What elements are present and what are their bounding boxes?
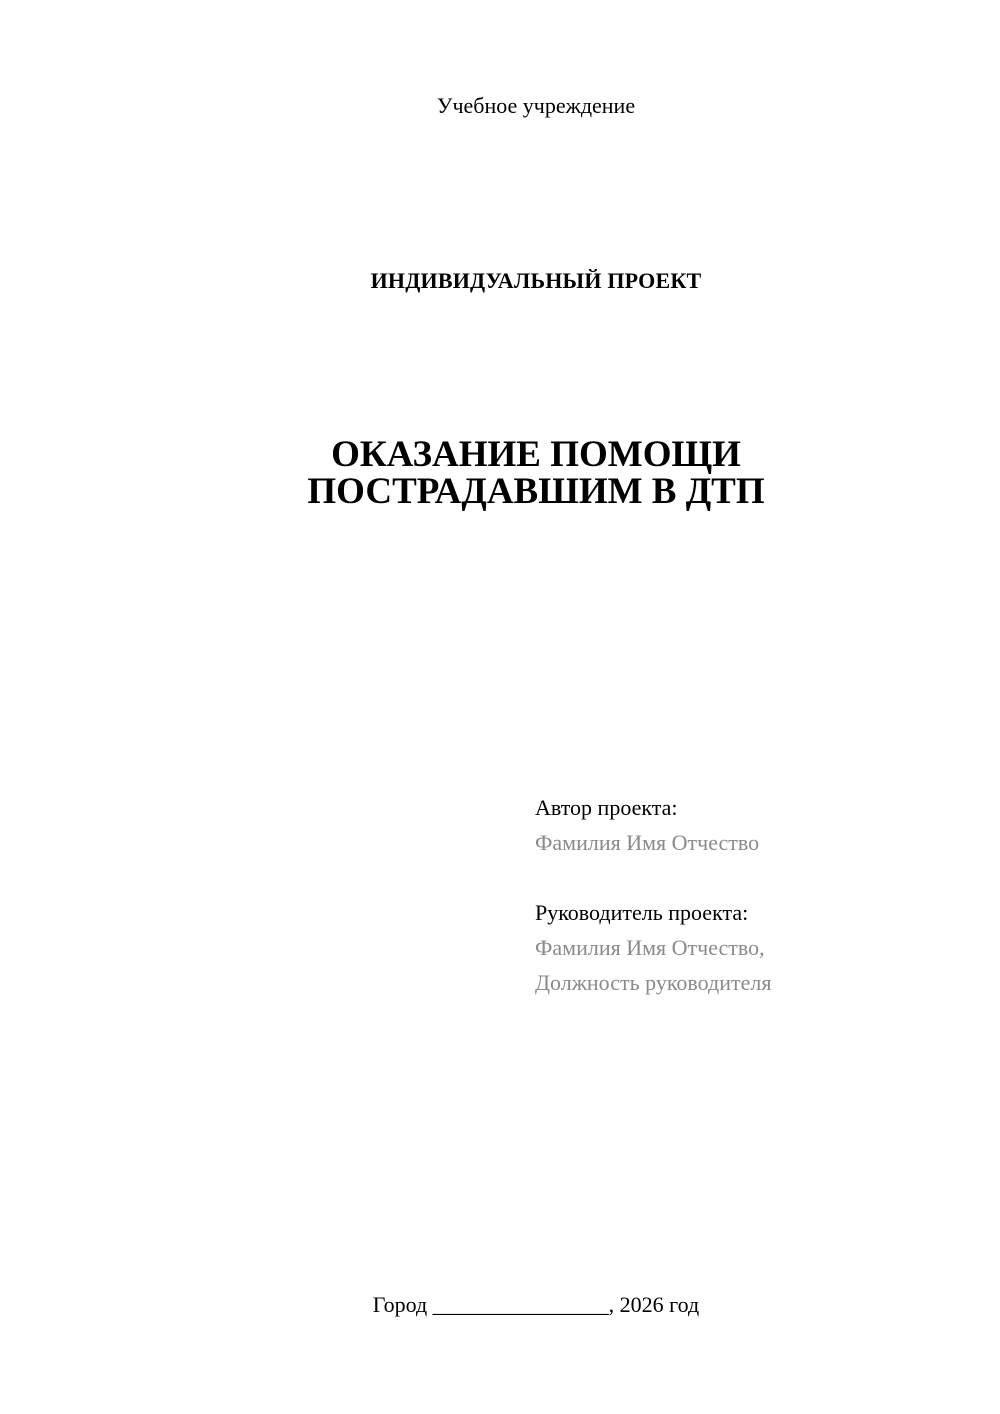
author-name: Фамилия Имя Отчество bbox=[535, 830, 760, 855]
supervisor-position: Должность руководителя bbox=[535, 970, 772, 995]
spacer bbox=[535, 860, 965, 895]
institution-name: Учебное учреждение bbox=[436, 93, 636, 118]
supervisor-label: Руководитель проекта: bbox=[535, 900, 749, 925]
project-title-line-2: ПОСТРАДАВШИМ В ДТП bbox=[307, 471, 765, 512]
author-label: Автор проекта: bbox=[535, 795, 678, 820]
project-title bbox=[0, 436, 1000, 510]
project-title-line-1: ОКАЗАНИЕ ПОМОЩИ bbox=[331, 434, 741, 475]
city-year-line: Город ________________, 2026 год bbox=[372, 1292, 700, 1317]
supervisor-name: Фамилия Имя Отчество, bbox=[535, 935, 765, 960]
project-info-block bbox=[535, 790, 965, 1000]
project-type-heading: ИНДИВИДУАЛЬНЫЙ ПРОЕКТ bbox=[370, 268, 702, 293]
